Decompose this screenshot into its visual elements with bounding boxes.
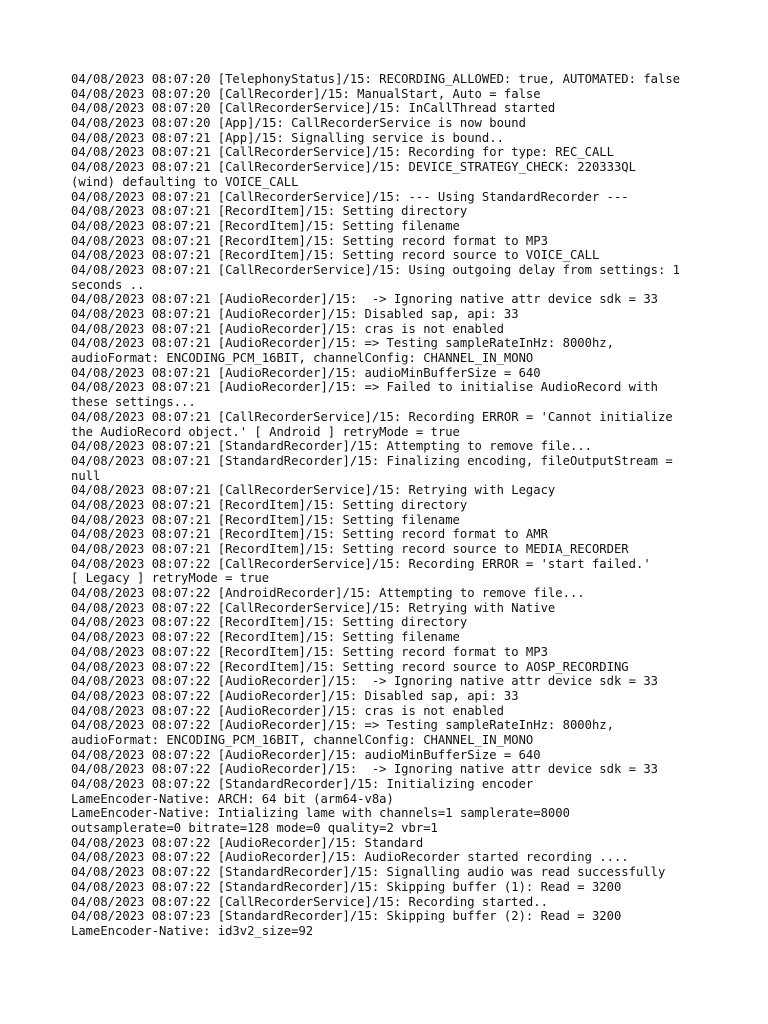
log-line: 04/08/2023 08:07:21 [RecordItem]/15: Setting record format to MP3 <box>71 233 548 248</box>
log-line: 04/08/2023 08:07:21 [App]/15: Signalling service is bound.. <box>71 130 504 145</box>
log-line: 04/08/2023 08:07:22 [CallRecorderService]/15: Recording ERROR = 'start failed.' <box>71 556 651 571</box>
log-line: 04/08/2023 08:07:21 [AudioRecorder]/15: -> Ignoring native attr device sdk = 33 <box>71 292 658 307</box>
log-line: LameEncoder-Native: ARCH: 64 bit (arm64-v8a) <box>71 791 394 806</box>
log-line: (wind) defaulting to VOICE_CALL <box>71 174 299 189</box>
log-line: 04/08/2023 08:07:22 [StandardRecorder]/15: Initializing encoder <box>71 777 534 791</box>
log-line: 04/08/2023 08:07:22 [AudioRecorder]/15: Standard <box>71 835 424 850</box>
log-line: 04/08/2023 08:07:22 [AudioRecorder]/15: AudioRecorder started recording .... <box>71 850 629 865</box>
log-line: 04/08/2023 08:07:22 [AudioRecorder]/15: audioMinBufferSize = 640 <box>71 747 541 762</box>
log-line: 04/08/2023 08:07:20 [CallRecorder]/15: ManualStart, Auto = false <box>71 86 541 101</box>
log-line: 04/08/2023 08:07:22 [StandardRecorder]/15: Signalling audio was read successfully <box>71 865 666 880</box>
log-line: 04/08/2023 08:07:20 [App]/15: CallRecorderService is now bound <box>71 116 526 131</box>
log-line: 04/08/2023 08:07:21 [StandardRecorder]/15: Finalizing encoding, fileOutputStream = <box>71 453 673 468</box>
log-line: outsamplerate=0 bitrate=128 mode=0 quality=2 vbr=1 <box>71 821 438 836</box>
log-line: 04/08/2023 08:07:21 [CallRecorderService]/15: --- Using StandardRecorder --- <box>71 189 629 204</box>
log-line: 04/08/2023 08:07:21 [CallRecorderService]/15: Using outgoing delay from settings: 1 <box>71 262 681 277</box>
log-line: 04/08/2023 08:07:20 [CallRecorderService]/15: InCallThread started <box>71 101 556 116</box>
log-line: audioFormat: ENCODING_PCM_16BIT, channelConfig: CHANNEL_IN_MONO <box>71 732 534 747</box>
log-line: 04/08/2023 08:07:21 [AudioRecorder]/15: Disabled sap, api: 33 <box>71 307 519 321</box>
log-line: 04/08/2023 08:07:22 [StandardRecorder]/15: Skipping buffer (1): Read = 3200 <box>71 879 622 894</box>
log-line: 04/08/2023 08:07:22 [AudioRecorder]/15: -> Ignoring native attr device sdk = 33 <box>71 762 658 777</box>
log-line: 04/08/2023 08:07:22 [AudioRecorder]/15: Disabled sap, api: 33 <box>71 688 519 703</box>
log-line: null <box>71 468 101 483</box>
log-line: 04/08/2023 08:07:21 [CallRecorderService]/15: DEVICE_STRATEGY_CHECK: 220333QL <box>71 160 636 175</box>
log-line: 04/08/2023 08:07:21 [StandardRecorder]/15: Attempting to remove file... <box>71 439 592 454</box>
log-line: 04/08/2023 08:07:21 [RecordItem]/15: Setting directory <box>71 204 468 219</box>
log-line: 04/08/2023 08:07:21 [AudioRecorder]/15: => Testing sampleRateInHz: 8000hz, <box>71 336 614 351</box>
log-line: LameEncoder-Native: Intializing lame with channels=1 samplerate=8000 <box>71 806 570 821</box>
log-line: 04/08/2023 08:07:21 [AudioRecorder]/15: => Failed to initialise AudioRecord with <box>71 380 658 395</box>
log-line: [ Legacy ] retryMode = true <box>71 571 270 586</box>
log-line: 04/08/2023 08:07:21 [RecordItem]/15: Setting record format to AMR <box>71 527 548 542</box>
log-line: 04/08/2023 08:07:21 [AudioRecorder]/15: audioMinBufferSize = 640 <box>71 365 541 380</box>
log-line: 04/08/2023 08:07:22 [AudioRecorder]/15: cras is not enabled <box>71 703 504 718</box>
log-line: 04/08/2023 08:07:22 [CallRecorderService]/15: Retrying with Native <box>71 600 556 615</box>
log-line: 04/08/2023 08:07:21 [RecordItem]/15: Setting record source to VOICE_CALL <box>71 248 600 263</box>
log-line: 04/08/2023 08:07:23 [StandardRecorder]/15: Skipping buffer (2): Read = 3200 <box>71 909 622 924</box>
log-line: 04/08/2023 08:07:21 [RecordItem]/15: Setting filename <box>71 218 460 233</box>
log-line: seconds .. <box>71 277 145 292</box>
log-line: 04/08/2023 08:07:22 [RecordItem]/15: Setting record format to MP3 <box>71 644 548 659</box>
log-text-block <box>71 72 707 939</box>
log-line: 04/08/2023 08:07:22 [CallRecorderService]/15: Recording started.. <box>71 894 548 909</box>
log-line: 04/08/2023 08:07:21 [RecordItem]/15: Setting record source to MEDIA_RECORDER <box>71 542 629 556</box>
log-line: 04/08/2023 08:07:22 [AudioRecorder]/15: -> Ignoring native attr device sdk = 33 <box>71 674 658 689</box>
log-line: 04/08/2023 08:07:22 [AndroidRecorder]/15: Attempting to remove file... <box>71 586 585 601</box>
log-line: the AudioRecord object.' [ Android ] retryMode = true <box>71 424 460 439</box>
log-line: LameEncoder-Native: id3v2_size=92 <box>71 923 314 938</box>
log-line: 04/08/2023 08:07:21 [RecordItem]/15: Setting directory <box>71 497 468 512</box>
log-line: 04/08/2023 08:07:21 [CallRecorderService]/15: Recording ERROR = 'Cannot initialize <box>71 409 673 424</box>
log-line: audioFormat: ENCODING_PCM_16BIT, channelConfig: CHANNEL_IN_MONO <box>71 351 534 366</box>
log-line: 04/08/2023 08:07:21 [RecordItem]/15: Setting filename <box>71 512 460 527</box>
log-line: 04/08/2023 08:07:22 [AudioRecorder]/15: => Testing sampleRateInHz: 8000hz, <box>71 718 614 733</box>
log-line: 04/08/2023 08:07:21 [CallRecorderService]/15: Recording for type: REC_CALL <box>71 145 614 160</box>
log-line: 04/08/2023 08:07:22 [RecordItem]/15: Setting directory <box>71 615 468 630</box>
log-line: 04/08/2023 08:07:21 [CallRecorderService]/15: Retrying with Legacy <box>71 483 556 498</box>
log-line: these settings... <box>71 395 196 410</box>
log-line: 04/08/2023 08:07:21 [AudioRecorder]/15: cras is not enabled <box>71 321 504 336</box>
log-line: 04/08/2023 08:07:20 [TelephonyStatus]/15: RECORDING_ALLOWED: true, AUTOMATED: false <box>71 72 681 86</box>
log-line: 04/08/2023 08:07:22 [RecordItem]/15: Setting filename <box>71 630 460 645</box>
log-line: 04/08/2023 08:07:22 [RecordItem]/15: Setting record source to AOSP_RECORDING <box>71 659 629 674</box>
